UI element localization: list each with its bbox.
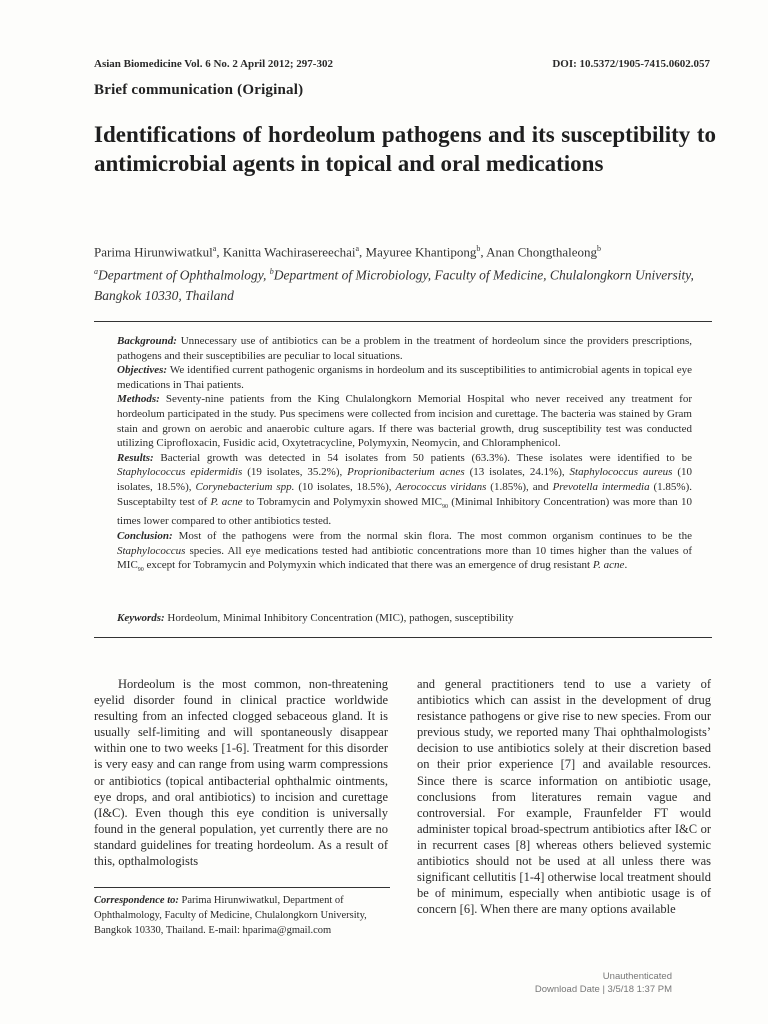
author-name: Parima Hirunwiwatkul xyxy=(94,244,213,260)
abstract-results xyxy=(117,451,692,529)
author-name: Kanitta Wachirasereechai xyxy=(222,244,356,260)
abstract-background xyxy=(117,334,692,363)
keywords xyxy=(117,612,692,624)
subscript: 90 xyxy=(442,503,449,510)
species-name: P. acne xyxy=(592,559,625,572)
body-paragraph: and general practitioners tend to use a variety of antibiotics which can assist in the development of drug resistance pathogens or give rise to new species. From our previous study, we reported many Thai ophthalmologists’ decision to use antibiotics solely at their discretion based on their prior experience [7] and available resources. Since there is scarce information on antibiotic usage, conclusions from literatures remain vague and controversial. For example, Fraunfelder FT would administer topical broad-spectrum antibiotics after I&C or in recurrent cases [8] whereas others believed systemic antibiotics should not be used at all unless there was significant cellutitis [1-4] otherwise local treatment should be of minimum, especially when antibiotic usage is of concern [6]. When there are many options available xyxy=(417,677,711,917)
watermark-download-date: Download Date | 3/5/18 1:37 PM xyxy=(534,984,672,995)
species-name: Corynebacterium spp. xyxy=(195,480,295,493)
watermark-unauthenticated: Unauthenticated xyxy=(602,971,672,982)
section-text: to Tobramycin and Polymyxin showed MIC xyxy=(242,495,443,508)
section-text: Most of the pathogens were from the normal skin flora. The most common organism continues to be the xyxy=(172,529,692,542)
species-name: Staphylococcus aureus xyxy=(569,466,673,479)
section-text: We identified current pathogenic organisms in hordeolum and its susceptibilities to antimicrobial agents in topical eye medications in Thai patients. xyxy=(117,364,692,391)
affil-mark: b xyxy=(269,267,274,276)
section-text: (Minimal Inhibitory Concentration) was more than 10 times lower compared to other antibiotics tested. xyxy=(117,495,692,528)
correspondence xyxy=(94,893,390,938)
section-text: Bacterial growth was detected in 54 isolates from 50 patients (63.3%). These isolates were identified to be xyxy=(153,451,692,464)
section-text: except for Tobramycin and Polymyxin which indicated that there was an emergence of drug resistant xyxy=(143,559,593,572)
author-list: Parima Hirunwiwatkul$^a$, Kanitta Wachirasereechai$^a$, Mayuree Khantipong$^b$, Anan Chongthaleong$^b$ xyxy=(94,244,602,260)
species-name: Proprionibacterium acnes xyxy=(347,466,465,479)
abstract-conclusion xyxy=(117,529,692,578)
correspondence-label: Correspondence to: xyxy=(94,895,179,906)
section-text: (1.85%). Susceptabilty test of xyxy=(117,480,693,508)
section-text: (1.85%), and xyxy=(486,480,553,493)
body-paragraph: Hordeolum is the most common, non-threatening eyelid disorder found in clinical practice worldwide resulting from an infected clogged sebaceous gland. It is usually self-limiting and will spontaneously disappear within one to two weeks [1-6]. Treatment for this disorder is very easy and can range from using warm compressions or antibiotics (topical antibacterial ophthalmic ointments, eye drops, and oral antibiotics) to incision and curettage (I&C). Even though this eye condition is universally found in the general population, yet currently there are no standard guidelines for treating hordeolum. As a result of this, opthalmologists xyxy=(94,677,388,869)
body-column-right xyxy=(417,676,711,917)
section-label: Background: xyxy=(117,335,177,347)
author-name: Anan Chongthaleong xyxy=(486,244,598,260)
section-label: Results: xyxy=(117,451,154,464)
doi[interactable]: DOI: 10.5372/1905-7415.0602.057 xyxy=(552,58,710,70)
section-text: species. All eye medications tested had antibiotic concentrations more than 10 times higher than the values of MIC xyxy=(117,544,692,572)
section-text: (13 isolates, 24.1%), xyxy=(464,466,570,479)
correspondence-text: Parima Hirunwiwatkul, Department of Ophthalmology, Faculty of Medicine, Chulalongkorn University, Bangkok 10330, Thailand. E-mail: hparima@gmail.com xyxy=(94,895,367,936)
author-affil-mark: b xyxy=(476,244,481,253)
section-text: . xyxy=(624,559,628,572)
author-affil-mark: a xyxy=(212,244,217,253)
affiliation-b: Department of Microbiology, Faculty of Medicine, Chulalongkorn University, Bangkok 10330, Thailand xyxy=(94,267,694,303)
affil-mark: a xyxy=(94,267,98,276)
section-text: Seventy-nine patients from the King Chulalongkorn Memorial Hospital who never received any treatment for hordeolum participated in the study. Pus specimens were collected from incision and curettage. The bacteria was stained by Gram stain and grown on aerobic and anaerobic culture agars. If there was bacterial growth, drug susceptibility test was conducted utilizing Ciprofloxacin, Fusidic acid, Oxytetracycline, Polymyxin, Neomycin, and Chloramphenicol. xyxy=(117,393,692,450)
section-label: Methods: xyxy=(117,393,160,406)
abstract-top-rule xyxy=(94,321,712,322)
section-text: (19 isolates, 35.2%), xyxy=(242,466,348,479)
journal-citation: Asian Biomedicine Vol. 6 No. 2 April 2012; 297-302 xyxy=(94,58,333,70)
section-text: (10 isolates, 18.5%), xyxy=(117,466,692,493)
author-name: Mayuree Khantipong xyxy=(365,244,477,260)
section-text: (10 isolates, 18.5%), xyxy=(294,480,396,493)
affiliation-a: Department of Ophthalmology, xyxy=(98,267,270,283)
abstract xyxy=(117,334,692,578)
body-column-left xyxy=(94,676,388,869)
section-label: Objectives: xyxy=(117,364,168,377)
species-name: Staphylococcus epidermidis xyxy=(117,466,243,479)
section-label: Keywords: xyxy=(117,612,165,624)
species-name: Aerococcus viridans xyxy=(395,480,487,493)
section-text: Unnecessary use of antibiotics can be a problem in the treatment of hordeolum since the providers prescriptions, pathogens and their susceptibilies are peculiar to local situations. xyxy=(117,335,692,362)
affiliations xyxy=(94,262,716,306)
author-affil-mark: a xyxy=(355,244,360,253)
article-type: Brief communication (Original) xyxy=(94,82,304,98)
species-name: Prevotella intermedia xyxy=(552,480,650,493)
correspondence-rule xyxy=(94,887,390,888)
abstract-bottom-rule xyxy=(94,637,712,638)
keywords-text: Hordeolum, Minimal Inhibitory Concentration (MIC), pathogen, susceptibility xyxy=(164,612,514,624)
author-affil-mark: b xyxy=(597,244,602,253)
abstract-objectives xyxy=(117,363,692,392)
subscript: 90 xyxy=(137,567,144,574)
species-name: Staphylococcus xyxy=(117,544,186,557)
abstract-methods xyxy=(117,392,692,450)
species-name: P. acne xyxy=(210,495,243,508)
paper-title: Identifications of hordeolum pathogens and its susceptibility to antimicrobial agents in topical and oral medications xyxy=(94,122,716,176)
section-label: Conclusion: xyxy=(117,529,173,542)
